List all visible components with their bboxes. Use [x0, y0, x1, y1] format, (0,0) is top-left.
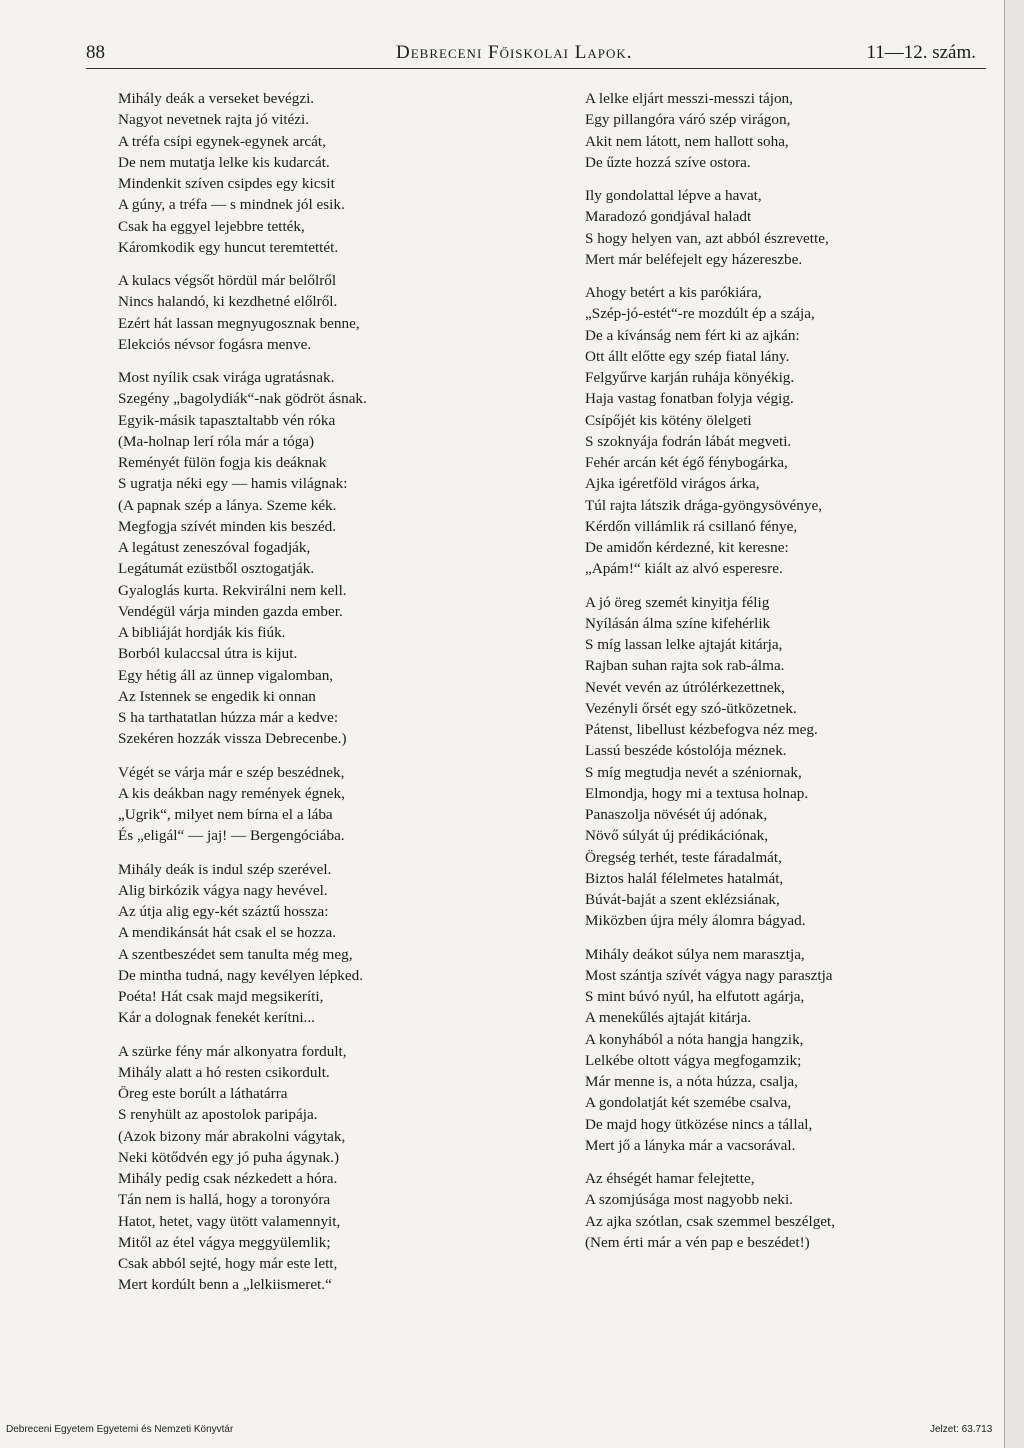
binding-edge — [1004, 0, 1024, 1448]
verse-line: Az útja alig egy-két száztű hossza: — [118, 903, 329, 920]
stanza — [118, 270, 478, 355]
journal-title: Debreceni Főiskolai Lapok. — [396, 42, 633, 63]
left-column — [118, 88, 478, 1308]
verse-line: Poéta! Hát csak majd megsikeríti, — [118, 988, 324, 1005]
verse-line: A szürke fény már alkonyatra fordult, — [118, 1042, 347, 1060]
verse-line: Nincs halandó, ki kezdhetné előlről. — [118, 293, 338, 311]
header-rule — [86, 68, 986, 69]
verse-line: Vezényli őrsét egy szó-ütközetnek. — [585, 699, 797, 717]
verse-line: Csak abból sejté, hogy már este lett, — [118, 1255, 338, 1272]
verse-line: Maradozó gondjával haladt — [585, 208, 752, 226]
library-credit: Debreceni Egyetem Egyetemi és Nemzeti Könyvtár — [6, 1424, 234, 1435]
verse-line: Miközben újra mély álomra bágyad. — [585, 912, 806, 930]
verse-line: A legátust zeneszóval fogadják, — [118, 539, 311, 556]
verse-line: Mihály deák a verseket bevégzi. — [118, 90, 315, 107]
verse-line: Az Istennek se engedik ki onnan — [118, 687, 316, 705]
verse-line: Most nyílik csak virága ugratásnak. — [118, 369, 335, 386]
verse-line: Gyaloglás kurta. Rekvirálni nem kell. — [118, 581, 347, 599]
verse-line: De majd hogy ütközése nincs a tállal, — [585, 1115, 813, 1133]
verse-line: Ily gondolattal lépve a havat, — [585, 187, 762, 204]
verse-line: (Azok bizony már abrakolni vágytak, — [118, 1127, 346, 1145]
verse-line: Ahogy betért a kis parókiára, — [585, 284, 762, 301]
stanza — [118, 367, 478, 750]
verse-line: Növő súlyát új prédikációnak, — [585, 827, 769, 845]
stanza — [118, 859, 478, 1029]
verse-line: Mindenkit szíven csipdes egy kicsit — [118, 175, 335, 192]
stanza — [585, 88, 945, 173]
stanza — [585, 944, 945, 1157]
issue-number: 11—12. szám. — [866, 42, 976, 63]
verse-line: Szekéren hozzák vissza Debrecenbe.) — [118, 730, 347, 748]
shelfmark: Jelzet: 63.713 — [930, 1424, 993, 1435]
verse-line: Pátenst, libellust kézbefogva néz meg. — [585, 721, 818, 738]
verse-line: Haja vastag fonatban folyja végig. — [585, 390, 794, 408]
verse-line: Alig birkózik vágya nagy hevével. — [118, 881, 328, 899]
verse-line: Mihály deák is indul szép szerével. — [118, 860, 332, 878]
verse-line: Reményét fülön fogja kis deáknak — [118, 454, 327, 471]
verse-line: „Ugrik“, milyet nem bírna el a lába — [118, 806, 333, 823]
verse-line: A szomjúsága most nagyobb neki. — [585, 1191, 793, 1209]
stanza — [585, 282, 945, 580]
verse-line: S szoknyája fodrán lábát megveti. — [585, 432, 792, 450]
verse-line: Borból kulaccsal útra is kijut. — [118, 645, 298, 663]
verse-line: Megfogja szívét minden kis beszéd. — [118, 517, 337, 535]
verse-line: A menekűlés ajtaját kitárja. — [585, 1009, 752, 1027]
verse-line: Akit nem látott, nem hallott soha, — [585, 132, 789, 150]
running-header — [86, 42, 976, 68]
verse-line: S renyhült az apostolok paripája. — [118, 1106, 318, 1124]
verse-line: Szegény „bagolydiák“-nak gödröt ásnak. — [118, 390, 367, 408]
verse-line: Most szántja szívét vágya nagy parasztja — [585, 966, 833, 984]
verse-line: Panaszolja növését új adónak, — [585, 806, 768, 823]
verse-line: Felgyűrve karján ruhája könyékig. — [585, 369, 795, 386]
verse-line: (Ma-holnap lerí róla már a tóga) — [118, 432, 315, 450]
verse-line: Öregség terhét, teste fáradalmát, — [585, 848, 782, 866]
verse-line: Káromkodik egy huncut teremtettét. — [118, 238, 339, 256]
verse-line: A kis deákban nagy remények égnek, — [118, 784, 345, 802]
verse-line: Mert jő a lányka már a vacsorával. — [585, 1136, 796, 1154]
verse-line: A mendikánsát hát csak el se hozza. — [118, 924, 337, 942]
verse-line: A jó öreg szemét kinyitja félig — [585, 593, 770, 611]
verse-line: Csak ha eggyel lejebbre tették, — [118, 217, 305, 235]
verse-line: Ezért hát lassan megnyugosznak benne, — [118, 314, 360, 332]
verse-line: (A papnak szép a lánya. Szeme kék. — [118, 496, 337, 514]
verse-line: Csípőjét kis kötény ölelgeti — [585, 411, 752, 429]
verse-line: S ha tarthatatlan húzza már a kedve: — [118, 709, 339, 726]
verse-line: Mitől az étel vágya meggyülemlik; — [118, 1233, 331, 1251]
verse-line: Mihály deákot súlya nem marasztja, — [585, 945, 805, 963]
verse-line: Mihály alatt a hó resten csikordult. — [118, 1063, 330, 1081]
verse-line: Az éhségét hamar felejtette, — [585, 1170, 755, 1187]
verse-line: Fehér arcán két égő fénybogárka, — [585, 454, 788, 471]
verse-line: Egy pillangóra váró szép virágon, — [585, 111, 791, 129]
verse-line: S mint búvó nyúl, ha elfutott agárja, — [585, 988, 805, 1005]
verse-line: Nevét vevén az útrólérkezettnek, — [585, 678, 785, 696]
verse-line: Ajka igéretföld virágos árka, — [585, 475, 760, 493]
verse-line: Nagyot nevetnek rajta jó vitézi. — [118, 111, 310, 129]
verse-line: Mihály pedig csak nézkedett a hóra. — [118, 1170, 338, 1187]
verse-line: De nem mutatja lelke kis kudarcát. — [118, 153, 330, 171]
verse-line: Mert már beléfejelt egy házereszbe. — [585, 250, 803, 268]
verse-line: Biztos halál félelmetes hatalmát, — [585, 869, 784, 887]
verse-line: Kár a dolognak fenekét kerítni... — [118, 1009, 315, 1027]
verse-line: Ott állt előtte egy szép fiatal lány. — [585, 347, 790, 365]
stanza — [118, 88, 478, 258]
verse-line: Egyik-másik tapasztaltabb vén róka — [118, 411, 336, 429]
verse-line: A kulacs végsőt hördül már belőlről — [118, 272, 337, 289]
verse-line: De a kívánság nem fért ki az ajkán: — [585, 326, 800, 344]
verse-line: A tréfa csípi egynek-egynek arcát, — [118, 132, 326, 150]
right-column — [585, 88, 945, 1265]
verse-line: De űzte hozzá szíve ostora. — [585, 153, 751, 171]
verse-line: S ugratja néki egy — hamis világnak: — [118, 475, 348, 493]
verse-line: Nyílásán álma színe kifehérlik — [585, 614, 771, 632]
verse-line: A konyhából a nóta hangja hangzik, — [585, 1030, 804, 1048]
verse-line: Az ajka szótlan, csak szemmel beszélget, — [585, 1212, 836, 1230]
verse-line: A szentbeszédet sem tanulta még meg, — [118, 945, 353, 963]
verse-line: Már menne is, a nóta húzza, csalja, — [585, 1073, 798, 1090]
verse-line: A bibliáját hordják kis fiúk. — [118, 624, 286, 641]
verse-line: Búvát-baját a szent eklézsiának, — [585, 891, 780, 908]
stanza — [118, 762, 478, 847]
verse-line: S hogy helyen van, azt abból észrevette, — [585, 229, 829, 247]
verse-line: S míg lassan lelke ajtaját kitárja, — [585, 636, 783, 653]
verse-line: Végét se várja már e szép beszédnek, — [118, 763, 345, 781]
verse-line: (Nem érti már a vén pap e beszédet!) — [585, 1233, 810, 1251]
verse-line: Túl rajta látszik drága-gyöngysövénye, — [585, 496, 823, 514]
verse-line: Neki kötődvén egy jó puha ágynak.) — [118, 1148, 340, 1166]
verse-line: „Szép-jó-estét“-re mozdúlt ép a szája, — [585, 305, 815, 323]
stanza — [585, 185, 945, 270]
page-number: 88 — [86, 42, 105, 63]
verse-line: S míg megtudja nevét a széniornak, — [585, 763, 802, 781]
verse-line: De amidőn kérdezné, kit keresne: — [585, 539, 789, 556]
verse-line: Öreg este borúlt a láthatárra — [118, 1085, 288, 1102]
verse-line: Vendégül várja minden gazda ember. — [118, 602, 343, 620]
verse-line: Mert kordúlt benn a „lelkiismeret.“ — [118, 1276, 332, 1294]
verse-line: Egy hétig áll az ünnep vigalomban, — [118, 666, 334, 684]
stanza — [585, 592, 945, 932]
stanza — [118, 1041, 478, 1296]
verse-line: „Apám!“ kiált az alvó esperesre. — [585, 560, 783, 578]
verse-line: A lelke eljárt messzi-messzi tájon, — [585, 90, 793, 107]
verse-line: Lassú beszéde kóstolója méznek. — [585, 742, 787, 760]
verse-line: Elekciós névsor fogásra menve. — [118, 335, 312, 353]
verse-line: Hatot, hetet, vagy ütött valamennyit, — [118, 1212, 341, 1230]
verse-line: De mintha tudná, nagy kevélyen lépked. — [118, 966, 364, 984]
verse-line: Legátumát ezüstből osztogatják. — [118, 560, 315, 578]
verse-line: Elmondja, hogy mi a textusa holnap. — [585, 784, 809, 802]
verse-line: Kérdőn villámlik rá csillanó fénye, — [585, 517, 798, 535]
verse-line: Lelkébe oltott vágya megfogamzik; — [585, 1051, 802, 1069]
verse-line: A gondolatját két szemébe csalva, — [585, 1094, 792, 1112]
verse-line: A gúny, a tréfa — s mindnek jól esik. — [118, 196, 345, 214]
verse-line: Rajban suhan rajta sok rab-álma. — [585, 657, 785, 675]
verse-line: És „eligál“ — jaj! — Bergengóciába. — [118, 827, 345, 845]
stanza — [585, 1168, 945, 1253]
verse-line: Tán nem is hallá, hogy a toronyóra — [118, 1191, 331, 1209]
